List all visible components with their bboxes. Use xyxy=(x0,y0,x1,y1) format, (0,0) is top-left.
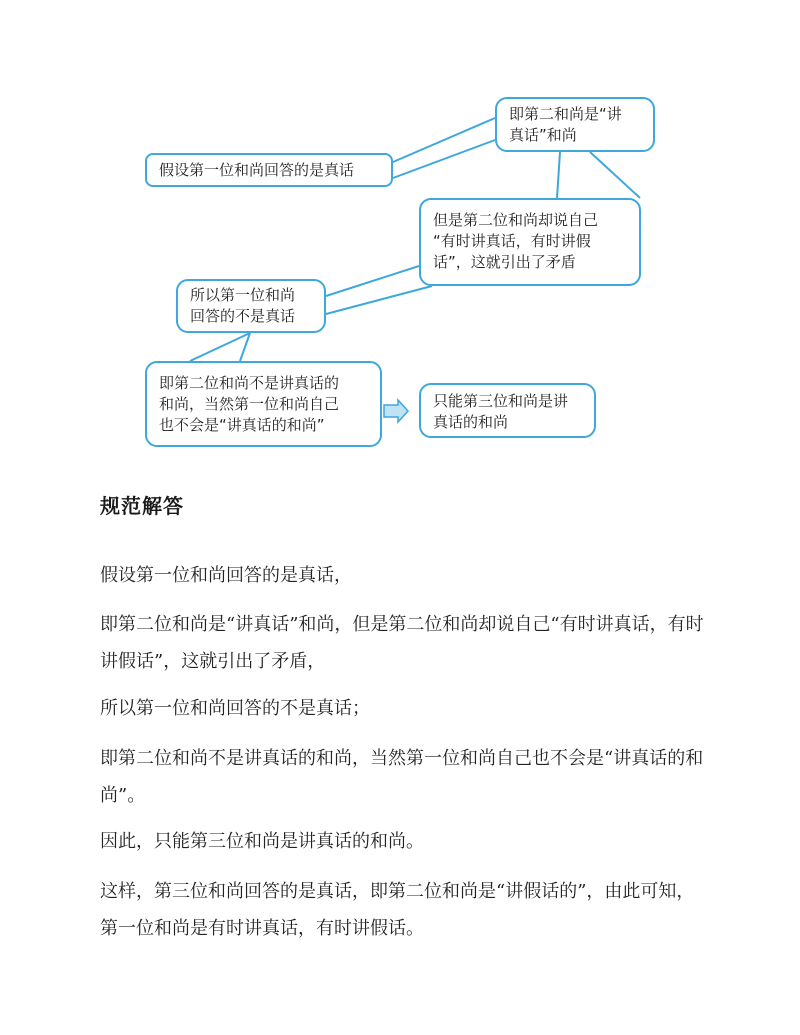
connector-1-2 xyxy=(393,118,495,162)
connector-2-3b xyxy=(590,152,640,198)
answer-paragraph-3: 所以第一位和尚回答的不是真话； xyxy=(100,698,370,719)
answer-paragraph-4: 即第二位和尚不是讲真话的和尚，当然第一位和尚自己也不会是“讲真话的和尚”。 xyxy=(100,748,704,806)
diagram-box-not-truthful: 即第二位和尚不是讲真话的 和尚，当然第一位和尚自己 也不会是“讲真话的和尚” xyxy=(145,361,382,447)
connector-1-2b xyxy=(393,140,495,178)
connector-3-4a xyxy=(326,266,419,296)
diagram-box-conclusion: 只能第三位和尚是讲 真话的和尚 xyxy=(419,383,596,438)
connector-lines xyxy=(0,0,800,470)
answer-paragraph-2: 即第二位和尚是“讲真话”和尚，但是第二位和尚却说自己“有时讲真话，有时讲假话”，这就引出了矛盾， xyxy=(100,614,704,672)
right-arrow-icon xyxy=(384,400,408,422)
answer-paragraph-5: 因此，只能第三位和尚是讲真话的和尚。 xyxy=(100,831,424,852)
diagram-box-second-truthful: 即第二和尚是“讲 真话”和尚 xyxy=(495,97,655,152)
diagram-box-assumption: 假设第一位和尚回答的是真话 xyxy=(145,153,393,187)
connector-2-3a xyxy=(557,152,560,198)
section-title: 规范解答 xyxy=(100,494,184,518)
answer-paragraph-1: 假设第一位和尚回答的是真话， xyxy=(100,565,352,586)
diagram-box-contradiction: 但是第二位和尚却说自己 “有时讲真话，有时讲假 话”，这就引出了矛盾 xyxy=(419,198,641,286)
answer-paragraph-6: 这样，第三位和尚回答的是真话，即第二位和尚是“讲假话的”，由此可知，第一位和尚是有时讲真话，有时讲假话。 xyxy=(100,881,695,939)
reasoning-diagram xyxy=(0,0,800,470)
diagram-box-first-not-true: 所以第一位和尚 回答的不是真话 xyxy=(176,279,326,333)
